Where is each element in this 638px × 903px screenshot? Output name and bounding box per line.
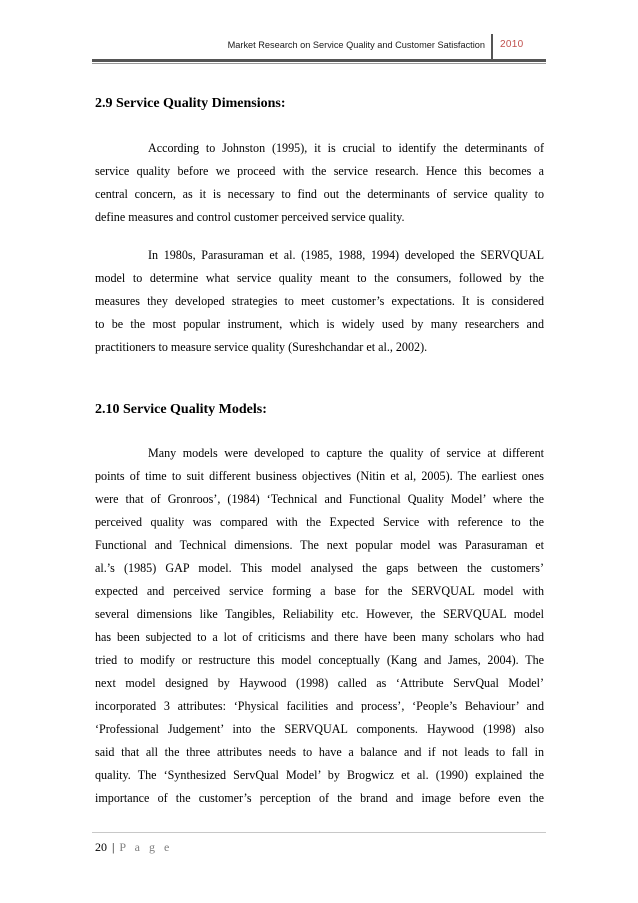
paragraph-line: In 1980s, Parasuraman et al. (1985, 1988, 1994) developed the SERVQUAL xyxy=(148,248,544,262)
paragraph-line: next model designed by Haywood (1998) called as ‘Attribute ServQual Model’ xyxy=(95,676,544,690)
paragraph-line: quality. The ‘Synthesized ServQual Model’ by Brogwicz et al. (1990) explained the xyxy=(95,768,544,782)
paragraph-line: points of time to suit different business objectives (Nitin et al, 2005). The earliest ones xyxy=(95,469,544,483)
section-heading: 2.10 Service Quality Models: xyxy=(95,402,267,417)
footer-rule xyxy=(92,832,546,833)
paragraph-line: practitioners to measure service quality (Sureshchandar et al., 2002). xyxy=(95,340,428,354)
header-rule xyxy=(92,59,546,62)
section-heading: 2.9 Service Quality Dimensions: xyxy=(95,96,286,111)
footer-separator: | xyxy=(112,840,115,854)
paragraph-line: service quality before we proceed with the service research. Hence this becomes a xyxy=(95,164,544,178)
paragraph-line: to be the most popular instrument, which is widely used by many researchers and xyxy=(95,317,544,331)
paragraph-line: Many models were developed to capture the quality of service at different xyxy=(148,446,544,460)
paragraph-line: expected and perceived service forming a base for the SERVQUAL model with xyxy=(95,584,544,598)
paragraph-line: According to Johnston (1995), it is crucial to identify the determinants of xyxy=(148,141,544,155)
page-footer xyxy=(95,840,172,855)
header-year: 2010 xyxy=(500,39,524,50)
page-label: P a g e xyxy=(119,840,173,854)
header-divider xyxy=(491,34,493,60)
paragraph-line: model to determine what service quality meant to the consumers, followed by the xyxy=(95,271,544,285)
paragraph-line: importance of the customer’s perception of the brand and image before even the xyxy=(95,791,544,805)
paragraph-line: ‘Professional Judgement’ into the SERVQUAL components. Haywood (1998) also xyxy=(95,722,544,736)
header-title: Market Research on Service Quality and Customer Satisfaction xyxy=(227,40,485,50)
paragraph-line: perceived quality was compared with the Expected Service with reference to the xyxy=(95,515,544,529)
paragraph-line: Functional and Technical dimensions. The next popular model was Parasuraman et xyxy=(95,538,544,552)
paragraph-line: measures they developed strategies to meet customer’s expectations. It is considered xyxy=(95,294,544,308)
paragraph-line: incorporated 3 attributes: ‘Physical facilities and process’, ‘People’s Behaviour’ and xyxy=(95,699,544,713)
paragraph-line: has been subjected to a lot of criticisms and there have been many scholars who had xyxy=(95,630,544,644)
paragraph-line: said that all the three attributes needs to have a balance and if not leads to fall in xyxy=(95,745,544,759)
header-rule-thin xyxy=(92,63,546,64)
paragraph-line: al.’s (1985) GAP model. This model analysed the gaps between the customers’ xyxy=(95,561,544,575)
paragraph-line: were that of Gronroos’, (1984) ‘Technical and Functional Quality Model’ where the xyxy=(95,492,544,506)
paragraph-line: several dimensions like Tangibles, Reliability etc. However, the SERVQUAL model xyxy=(95,607,544,621)
paragraph-line: define measures and control customer perceived service quality. xyxy=(95,210,405,224)
paragraph-line: central concern, as it is necessary to find out the determinants of service quality to xyxy=(95,187,544,201)
paragraph-line: tried to modify or restructure this model conceptually (Kang and James, 2004). The xyxy=(95,653,544,667)
page-number: 20 xyxy=(95,840,107,854)
